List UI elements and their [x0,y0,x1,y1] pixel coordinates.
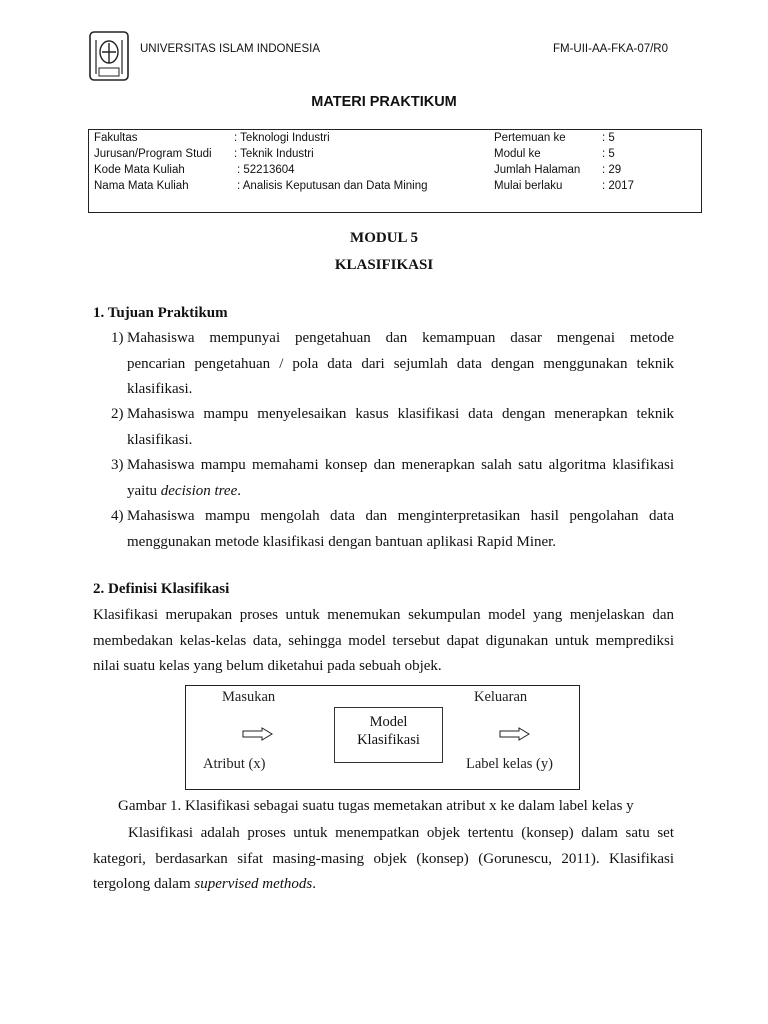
paragraph-line: Klasifikasi merupakan proses untuk menemukan sekumpulan model yang menjelaskan dan [93,607,674,623]
form-code: FM-UII-AA-FKA-07/R0 [553,43,669,55]
info-row-kode [94,164,295,176]
university-logo [88,30,130,82]
info-row-berlaku [494,180,634,192]
module-number: MODUL 5 [350,230,418,246]
list-marker: 4) [111,508,124,524]
info-label: Modul ke [494,148,541,160]
info-label: Pertemuan ke [494,132,566,144]
list-line: pencarian pengetahuan / pola data dari sejumlah data dengan menggunakan teknik [127,355,674,372]
paragraph-line: kategori, berdasarkan sifat masing-masing objek (konsep) (Gorunescu, 2011). Klasifikasi [93,850,674,867]
document-title: MATERI PRAKTIKUM [311,94,457,110]
paragraph-line: Klasifikasi adalah proses untuk menempatkan objek tertentu (konsep) dalam satu set [128,825,674,841]
text-suffix: . [312,876,317,892]
info-value: : Analisis Keputusan dan Data Mining [237,180,428,192]
italic-term: supervised methods [194,876,313,892]
section-1-title: 1. Tujuan Praktikum [93,305,228,321]
definition-paragraph [93,603,674,680]
model-line: Model [369,714,408,730]
input-label: Masukan [222,689,276,705]
model-line: Klasifikasi [357,732,420,748]
figure-caption: Gambar 1. Klasifikasi sebagai suatu tugas memetakan atribut x ke dalam label kelas y [118,798,634,814]
info-label: Kode Mata Kuliah [94,164,185,176]
module-name: KLASIFIKASI [334,257,434,273]
list-line: klasifikasi. [127,381,193,397]
classification-paragraph [93,821,674,898]
list-item-3 [127,453,674,504]
info-value: : 52213604 [237,164,295,176]
info-label: Nama Mata Kuliah [94,180,189,192]
info-label: Mulai berlaku [494,180,563,192]
info-row-pertemuan [494,132,615,144]
output-arrow-icon [499,727,531,741]
info-value: : Teknik Industri [234,148,314,160]
list-line: Mahasiswa mampu memahami konsep dan menerapkan salah satu algoritma klasifikasi [127,457,674,473]
info-value: : Teknologi Industri [234,132,330,144]
classification-model-box [334,707,443,763]
text-prefix: yaitu [127,482,161,499]
list-line: Mahasiswa mampu menyelesaikan kasus klasifikasi data dengan menerapkan teknik [127,406,674,422]
info-row-fakultas [94,132,330,144]
list-marker: 1) [111,330,124,346]
list-item-2 [127,402,674,453]
list-line: klasifikasi. [127,431,193,448]
paragraph-line [93,872,674,898]
list-line: menggunakan metode klasifikasi dengan bantuan aplikasi Rapid Miner. [127,533,557,550]
paragraph-line: nilai suatu kelas yang belum diketahui pada sebuah objek. [93,658,442,674]
attribute-label: Atribut (x) [203,756,266,772]
paragraph-line: membedakan kelas-kelas data, sehingga model tersebut dapat digunakan untuk memprediksi [93,632,674,649]
list-marker: 2) [111,406,124,422]
classification-diagram [185,685,580,790]
university-name: UNIVERSITAS ISLAM INDONESIA [140,43,320,55]
course-info-box [88,129,702,213]
class-label: Label kelas (y) [466,756,553,772]
input-arrow-icon [242,727,274,741]
info-row-nama [94,180,428,192]
list-item-1 [127,326,674,403]
info-label: Jurusan/Program Studi [94,148,212,160]
info-value: : 5 [602,132,615,144]
info-row-halaman [494,164,622,176]
info-label: Fakultas [94,132,138,144]
list-line: Mahasiswa mempunyai pengetahuan dan kemampuan dasar mengenai metode [127,330,674,346]
text-prefix: tergolong dalam [93,876,195,892]
list-item-4 [127,504,674,555]
section-2-title: 2. Definisi Klasifikasi [93,581,230,597]
text-suffix: . [237,482,242,499]
list-marker: 3) [111,457,124,473]
info-value: : 5 [602,148,615,160]
italic-term: decision tree [160,482,238,499]
info-value: : 29 [602,164,622,176]
info-row-jurusan [94,148,314,160]
info-label: Jumlah Halaman [494,164,581,176]
info-row-modul [494,148,615,160]
list-line [127,479,674,505]
info-value: : 2017 [602,180,634,192]
list-line: Mahasiswa mampu mengolah data dan menginterpretasikan hasil pengolahan data [127,508,674,524]
output-label: Keluaran [474,689,528,705]
